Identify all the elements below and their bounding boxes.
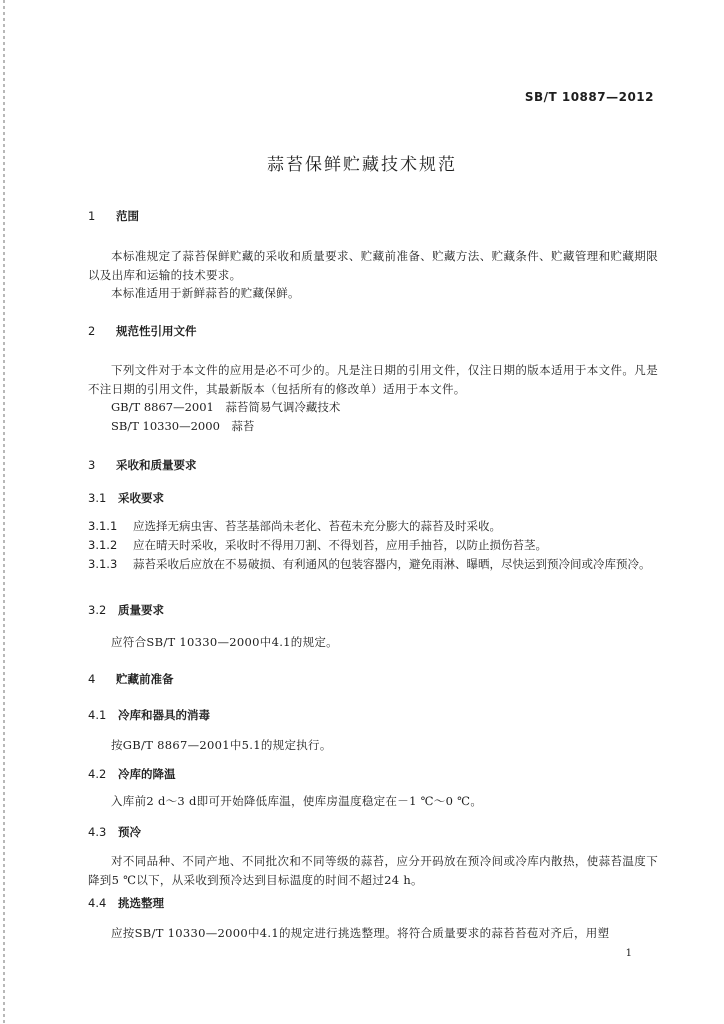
paragraph-4-3: 对不同品种、不同产地、不同批次和不同等级的蒜苔，应分开码放在预冷间或冷库内散热，使蒜苔温度下降到5 ℃以下，从采收到预冷达到目标温度的时间不超过24 h。	[88, 854, 658, 887]
clause-text: 应在晴天时采收，采收时不得用刀割、不得划苔，应用手抽苔，以防止损伤苔茎。	[133, 538, 547, 552]
section-title: 质量要求	[118, 603, 164, 617]
section-number: 3.1	[88, 491, 107, 505]
standard-number: SB/T 10887—2012	[524, 90, 654, 104]
section-title: 采收和质量要求	[116, 458, 197, 472]
reference-1: GB/T 8867—2001 蒜苔简易气调冷藏技术	[111, 400, 341, 414]
section-number: 2	[88, 324, 96, 338]
document-title: 蒜苔保鲜贮藏技术规范	[267, 155, 457, 175]
clause-number: 3.1.1	[88, 519, 118, 533]
paragraph-4-1: 按GB/T 8867—2001中5.1的规定执行。	[111, 738, 332, 752]
clause-3-1-2	[88, 536, 658, 555]
section-title: 冷库的降温	[118, 767, 176, 781]
clause-3-1-3	[88, 555, 658, 574]
paragraph-4-4: 应按SB/T 10330—2000中4.1的规定进行挑选整理。将符合质量要求的蒜苔苔苞对齐后，用塑	[111, 926, 610, 940]
section-title: 采收要求	[118, 491, 164, 505]
clause-number: 3.1.2	[88, 538, 118, 552]
section-4-heading	[88, 671, 174, 687]
paragraph-1-1: 本标准规定了蒜苔保鲜贮藏的采收和质量要求、贮藏前准备、贮藏方法、贮藏条件、贮藏管理和贮藏期限以及出库和运输的技术要求。	[88, 249, 658, 282]
section-title: 预冷	[118, 825, 141, 839]
paragraph-4-2: 入库前2 d～3 d即可开始降低库温，使库房温度稳定在－1 ℃～0 ℃。	[111, 794, 483, 808]
clause-text: 应选择无病虫害、苔茎基部尚未老化、苔苞未充分膨大的蒜苔及时采收。	[133, 519, 501, 533]
paragraph-1-2: 本标准适用于新鲜蒜苔的贮藏保鲜。	[111, 286, 300, 300]
section-2-heading	[88, 323, 197, 339]
section-title: 冷库和器具的消毒	[118, 708, 210, 722]
section-number: 1	[88, 209, 96, 223]
clause-text: 蒜苔采收后应放在不易破损、有利通风的包装容器内，避免雨淋、曝晒，尽快运到预冷间或冷库预冷。	[133, 557, 651, 571]
clause-number: 3.1.3	[88, 557, 118, 571]
section-4-4-heading	[88, 895, 164, 911]
section-4-3-heading	[88, 824, 141, 840]
section-title: 范围	[116, 209, 139, 223]
section-number: 4.2	[88, 767, 107, 781]
section-title: 挑选整理	[118, 896, 164, 910]
paragraph-2-1: 下列文件对于本文件的应用是必不可少的。凡是注日期的引用文件，仅注日期的版本适用于本文件。凡是不注日期的引用文件，其最新版本（包括所有的修改单）适用于本文件。	[88, 363, 658, 396]
section-4-1-heading	[88, 707, 210, 723]
section-3-1-heading	[88, 490, 164, 506]
section-3-2-heading	[88, 602, 164, 618]
section-number: 3	[88, 458, 96, 472]
paragraph-3-2: 应符合SB/T 10330—2000中4.1的规定。	[111, 635, 338, 649]
section-title: 规范性引用文件	[116, 324, 197, 338]
section-3-heading	[88, 457, 197, 473]
page-number: 1	[625, 948, 632, 959]
section-title: 贮藏前准备	[116, 672, 174, 686]
section-number: 4.3	[88, 825, 107, 839]
clause-3-1-1	[88, 517, 658, 536]
section-number: 4.4	[88, 896, 107, 910]
section-4-2-heading	[88, 766, 176, 782]
section-number: 4	[88, 672, 96, 686]
section-1-heading	[88, 208, 139, 224]
section-number: 4.1	[88, 708, 107, 722]
section-number: 3.2	[88, 603, 107, 617]
reference-2: SB/T 10330—2000 蒜苔	[111, 419, 255, 433]
